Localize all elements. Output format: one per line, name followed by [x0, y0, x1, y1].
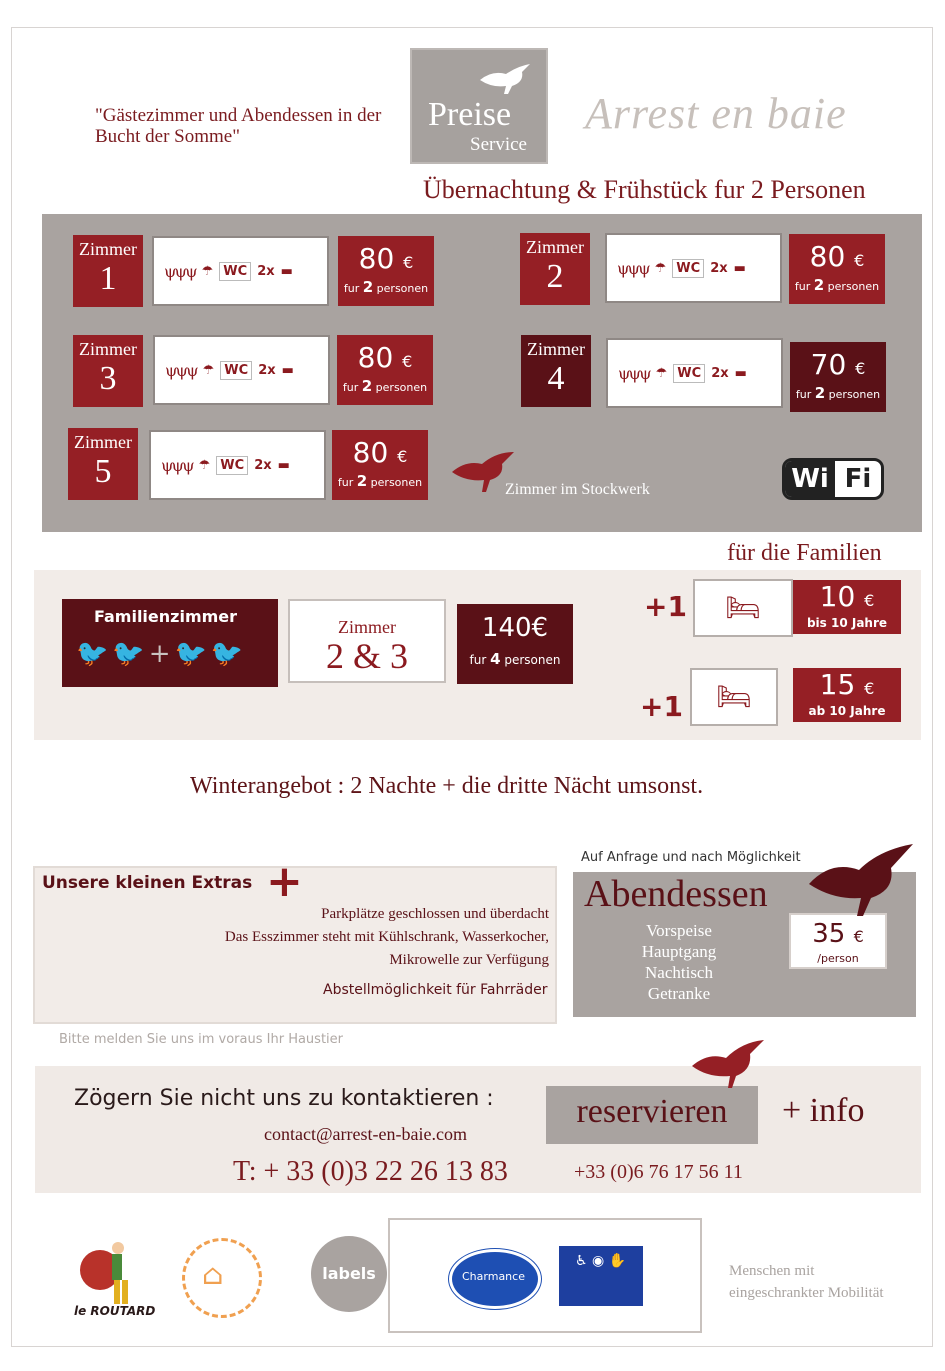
- charmance-label: Charmance: [462, 1270, 525, 1283]
- plus-icon: +: [266, 856, 303, 907]
- winter-offer: Winterangebot : 2 Nachte + die dritte Nächt umsonst.: [190, 773, 704, 799]
- logo-arrest-en-baie: Arrest en baie: [585, 89, 847, 138]
- extras-title: Unsere kleinen Extras: [42, 873, 253, 893]
- room-5-amenities: [149, 430, 326, 500]
- room-1-price: [338, 236, 434, 306]
- beds-count: 2x: [254, 457, 272, 473]
- preise-title: Preise: [428, 96, 512, 133]
- accessibility-icon: ♿ ◉ ✋: [575, 1253, 627, 1269]
- extras-bike: Abstellmöglichkeit für Fahrräder: [323, 982, 548, 998]
- wheat-icon: ψψψ: [165, 360, 197, 380]
- wc-icon: WC: [673, 364, 705, 383]
- room-1-amenities: [152, 236, 329, 306]
- room-4-badge: [521, 335, 591, 407]
- bed-icon: 🛏: [693, 579, 793, 637]
- wifi-icon: [782, 458, 884, 500]
- tagline: "Gästezimmer und Abendessen in der Bucht der Somme": [95, 105, 382, 147]
- wc-icon: WC: [672, 259, 704, 278]
- beds-count: 2x: [710, 260, 728, 276]
- contact-email[interactable]: contact@arrest-en-baie.com: [264, 1124, 467, 1144]
- dinner-menu: [620, 920, 738, 1004]
- wheat-icon: ψψψ: [618, 363, 650, 383]
- room-3-amenities: [153, 335, 330, 405]
- section-title-uebernachtung: Übernachtung & Frühstück fur 2 Personen: [423, 175, 866, 204]
- dinner-title: Abendessen: [584, 873, 768, 915]
- room-number: 3: [99, 360, 117, 397]
- room-number: 2: [546, 258, 564, 295]
- wifi-right: Fi: [844, 464, 872, 494]
- labels-circle: labels: [311, 1236, 387, 1312]
- wheat-icon: ψψψ: [164, 261, 196, 281]
- dinner-note: Auf Anfrage und nach Möglichkeit: [581, 850, 801, 865]
- dinner-menu-item: Vorspeise: [646, 921, 712, 940]
- price-unit: fur 2 personen: [794, 276, 880, 294]
- dinner-menu-item: Nachtisch: [645, 963, 713, 982]
- price-value: 80 €: [352, 436, 408, 469]
- family-birds-icon: 🐦🐦+🐦🐦: [76, 639, 248, 669]
- room-label: Zimmer: [79, 239, 137, 259]
- bed-icon: 🛏: [690, 668, 778, 726]
- preise-sub: Service: [470, 134, 527, 155]
- family-price: [457, 604, 573, 684]
- dinner-menu-item: Hauptgang: [641, 942, 717, 961]
- mobility-note: [729, 1260, 884, 1304]
- wheat-icon: ψψψ: [617, 258, 649, 278]
- room-4-price: [790, 342, 886, 412]
- shower-icon: ☂: [655, 365, 668, 381]
- info-link[interactable]: + info: [782, 1092, 865, 1129]
- family-room-label: Familienzimmer: [94, 607, 238, 626]
- bed-icon: ▬: [734, 365, 747, 381]
- family-zimmer-label: Zimmer: [338, 617, 396, 637]
- bed-icon: ▬: [733, 260, 746, 276]
- contact-phone[interactable]: T: + 33 (0)3 22 26 13 83: [233, 1156, 508, 1187]
- price-unit: fur 2 personen: [337, 472, 423, 490]
- price-unit: fur 2 personen: [343, 278, 429, 296]
- wc-icon: WC: [219, 262, 251, 281]
- reserve-button[interactable]: reservieren: [546, 1086, 758, 1144]
- extra-bed-plus-1: +1: [644, 590, 687, 623]
- extras-line: Mikrowelle zur Verfügung: [389, 952, 549, 968]
- shower-icon: ☂: [202, 362, 215, 378]
- beds-count: 2x: [711, 365, 729, 381]
- mobility-line: Menschen mit: [729, 1263, 815, 1279]
- bird-icon: [690, 1036, 766, 1092]
- wheat-icon: ψψψ: [161, 455, 193, 475]
- room-label: Zimmer: [527, 339, 585, 359]
- beds-count: 2x: [257, 263, 275, 279]
- dinner-menu-item: Getranke: [647, 984, 711, 1003]
- shower-icon: ☂: [201, 263, 214, 279]
- gites-house-icon: ⌂: [202, 1258, 224, 1291]
- family-price-unit: fur 4 personen: [469, 650, 561, 668]
- contact-mobile[interactable]: +33 (0)6 76 17 56 11: [574, 1161, 743, 1183]
- stockwerk-note: Zimmer im Stockwerk: [505, 481, 650, 498]
- room-5-price: [332, 430, 428, 500]
- family-title: für die Familien: [727, 540, 882, 566]
- contact-title: Zögern Sie nicht uns zu kontaktieren :: [74, 1086, 494, 1111]
- room-label: Zimmer: [74, 432, 132, 452]
- bed-icon: ▬: [280, 263, 293, 279]
- room-1-badge: [73, 235, 143, 307]
- price-value: 80 €: [809, 240, 865, 273]
- room-number: 5: [94, 453, 112, 490]
- price-value: 70 €: [810, 348, 866, 381]
- room-2-price: [789, 234, 885, 304]
- room-label: Zimmer: [79, 339, 137, 359]
- bed-icon: ▬: [277, 457, 290, 473]
- room-label: Zimmer: [526, 237, 584, 257]
- family-zimmer-nums: 2 & 3: [325, 636, 408, 676]
- labels-frame: [388, 1218, 702, 1333]
- room-4-amenities: [606, 338, 783, 408]
- wc-icon: WC: [216, 456, 248, 475]
- price-value: 80 €: [358, 242, 414, 275]
- room-number: 4: [547, 360, 565, 397]
- family-zimmer-box: [288, 599, 446, 683]
- extra-bed-plus-1: +1: [640, 690, 683, 723]
- room-number: 1: [99, 260, 117, 297]
- family-room-badge: [62, 599, 278, 687]
- price-unit: fur 2 personen: [342, 377, 428, 395]
- mobility-line: eingeschrankter Mobilität: [729, 1285, 884, 1301]
- shower-icon: ☂: [198, 457, 211, 473]
- wifi-left: Wi: [785, 461, 835, 497]
- room-2-amenities: [605, 233, 782, 303]
- routard-label: le ROUTARD: [74, 1304, 156, 1318]
- family-price-value: 140€: [481, 613, 549, 643]
- bird-icon: [805, 840, 917, 920]
- kid-price-under-10: 10 € bis 10 Jahre: [793, 580, 901, 634]
- wc-icon: WC: [220, 361, 252, 380]
- bed-icon: ▬: [281, 362, 294, 378]
- room-3-badge: [73, 335, 143, 407]
- room-5-badge: [68, 428, 138, 500]
- dinner-price: 35 € /person: [789, 913, 887, 969]
- bird-icon: [478, 58, 534, 98]
- price-value: 80 €: [357, 341, 413, 374]
- room-3-price: [337, 335, 433, 405]
- shower-icon: ☂: [654, 260, 667, 276]
- price-unit: fur 2 personen: [795, 384, 881, 402]
- kid-price-over-10: 15 € ab 10 Jahre: [793, 668, 901, 722]
- extras-line: Parkplätze geschlossen und überdacht: [321, 906, 549, 922]
- room-2-badge: [520, 233, 590, 305]
- beds-count: 2x: [258, 362, 276, 378]
- extras-line: Das Esszimmer steht mit Kühlschrank, Wasserkocher,: [224, 929, 549, 945]
- haustier-note: Bitte melden Sie uns im voraus Ihr Haustier: [59, 1032, 343, 1047]
